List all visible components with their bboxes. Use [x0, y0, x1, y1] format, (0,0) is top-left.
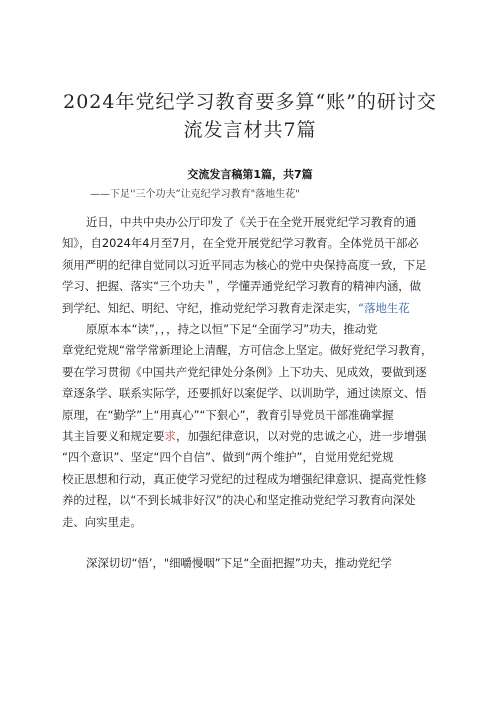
title-line-2: 流发言材共7篇: [183, 119, 317, 141]
body-line: [62, 469, 447, 490]
text-segment: 知》，自2024年4月至7月，在全党开展党纪学习教育。全体党员干部必: [62, 236, 419, 251]
text-segment: 章逐条学、联系实际学，还要抓好以案促学、以训助学，通过读原文、悟: [62, 386, 427, 401]
body-line: [62, 512, 447, 533]
body-line: [62, 405, 447, 426]
text-segment: 原理，在“勤学”上“用真心”“下狠心”，教育引导党员干部准确掌握: [62, 407, 394, 422]
text-segment: 要在学习贯彻《中国共产党纪律处分条例》上下功夫、见成效，要做到逐: [62, 364, 427, 379]
text-segment: 须用严明的纪律自觉同以习近平同志为核心的党中央保持高度一致，下足: [62, 257, 427, 272]
body-line: [62, 447, 447, 468]
text-segment: 校正思想和行动，真正使学习党纪的过程成为增强纪律意识、提高党性修: [62, 471, 427, 486]
body-line: [62, 383, 447, 404]
body-line: [62, 233, 447, 254]
paragraph-gap: [62, 533, 447, 553]
body-line: [62, 340, 447, 361]
body-line: [62, 553, 447, 574]
text-segment: 学习、把握、落实“三个功夫＂，学懂弄通党纪学习教育的精神内涵，做: [62, 279, 422, 294]
body-line: [62, 426, 447, 447]
body-line: [62, 255, 447, 276]
highlighted-text: “落地生花: [358, 300, 410, 315]
body-text: [62, 212, 447, 575]
text-segment: 原原本本“读”，，，持之以恒”下足“全面学习”功夫，推动党: [86, 322, 378, 337]
body-line: [62, 490, 447, 511]
text-segment: 章党纪党规“常学常新理论上清醒，方可信念上坚定。做好党纪学习教育，: [62, 343, 433, 358]
section-tagline: ——下足''三个功夫”让克纪学习教育"落地生花": [90, 189, 300, 200]
body-line: [62, 362, 447, 383]
body-line: [62, 319, 447, 340]
body-line: [62, 212, 447, 233]
text-segment: 走、向实里走。: [62, 514, 142, 529]
text-segment: “四个意识”、坚定“四个自信”、做到“两个维护”，自觉用党纪党规: [62, 450, 394, 465]
text-segment: 到学纪、知纪、明纪、守纪，推动党纪学习教育走深走实，: [62, 300, 359, 315]
text-segment: 其主旨要义和规定要: [62, 429, 165, 444]
body-line: [62, 276, 447, 297]
body-line: [62, 298, 447, 319]
text-segment: 养的过程，以“不到长城非好汉”的决心和坚定推动党纪学习教育向深处: [62, 493, 416, 508]
section-subheading: 交流发言稿第1篇，共7篇: [187, 168, 313, 181]
text-segment: 近日，中共中央办公厅印发了《关于在全党开展党纪学习教育的通: [86, 215, 417, 229]
text-segment: 深深切切“悟’，"细嚼慢咽”下足“全面把握”功夫，推动党纪学: [86, 556, 392, 571]
highlighted-text: 求: [164, 429, 176, 444]
text-segment: ，加强纪律意识，以对党的忠诚之心，进一步增强: [175, 429, 427, 444]
document-title: [40, 88, 460, 144]
title-line-1: 2024年党纪学习教育要多算“账”的研讨交: [63, 91, 437, 113]
